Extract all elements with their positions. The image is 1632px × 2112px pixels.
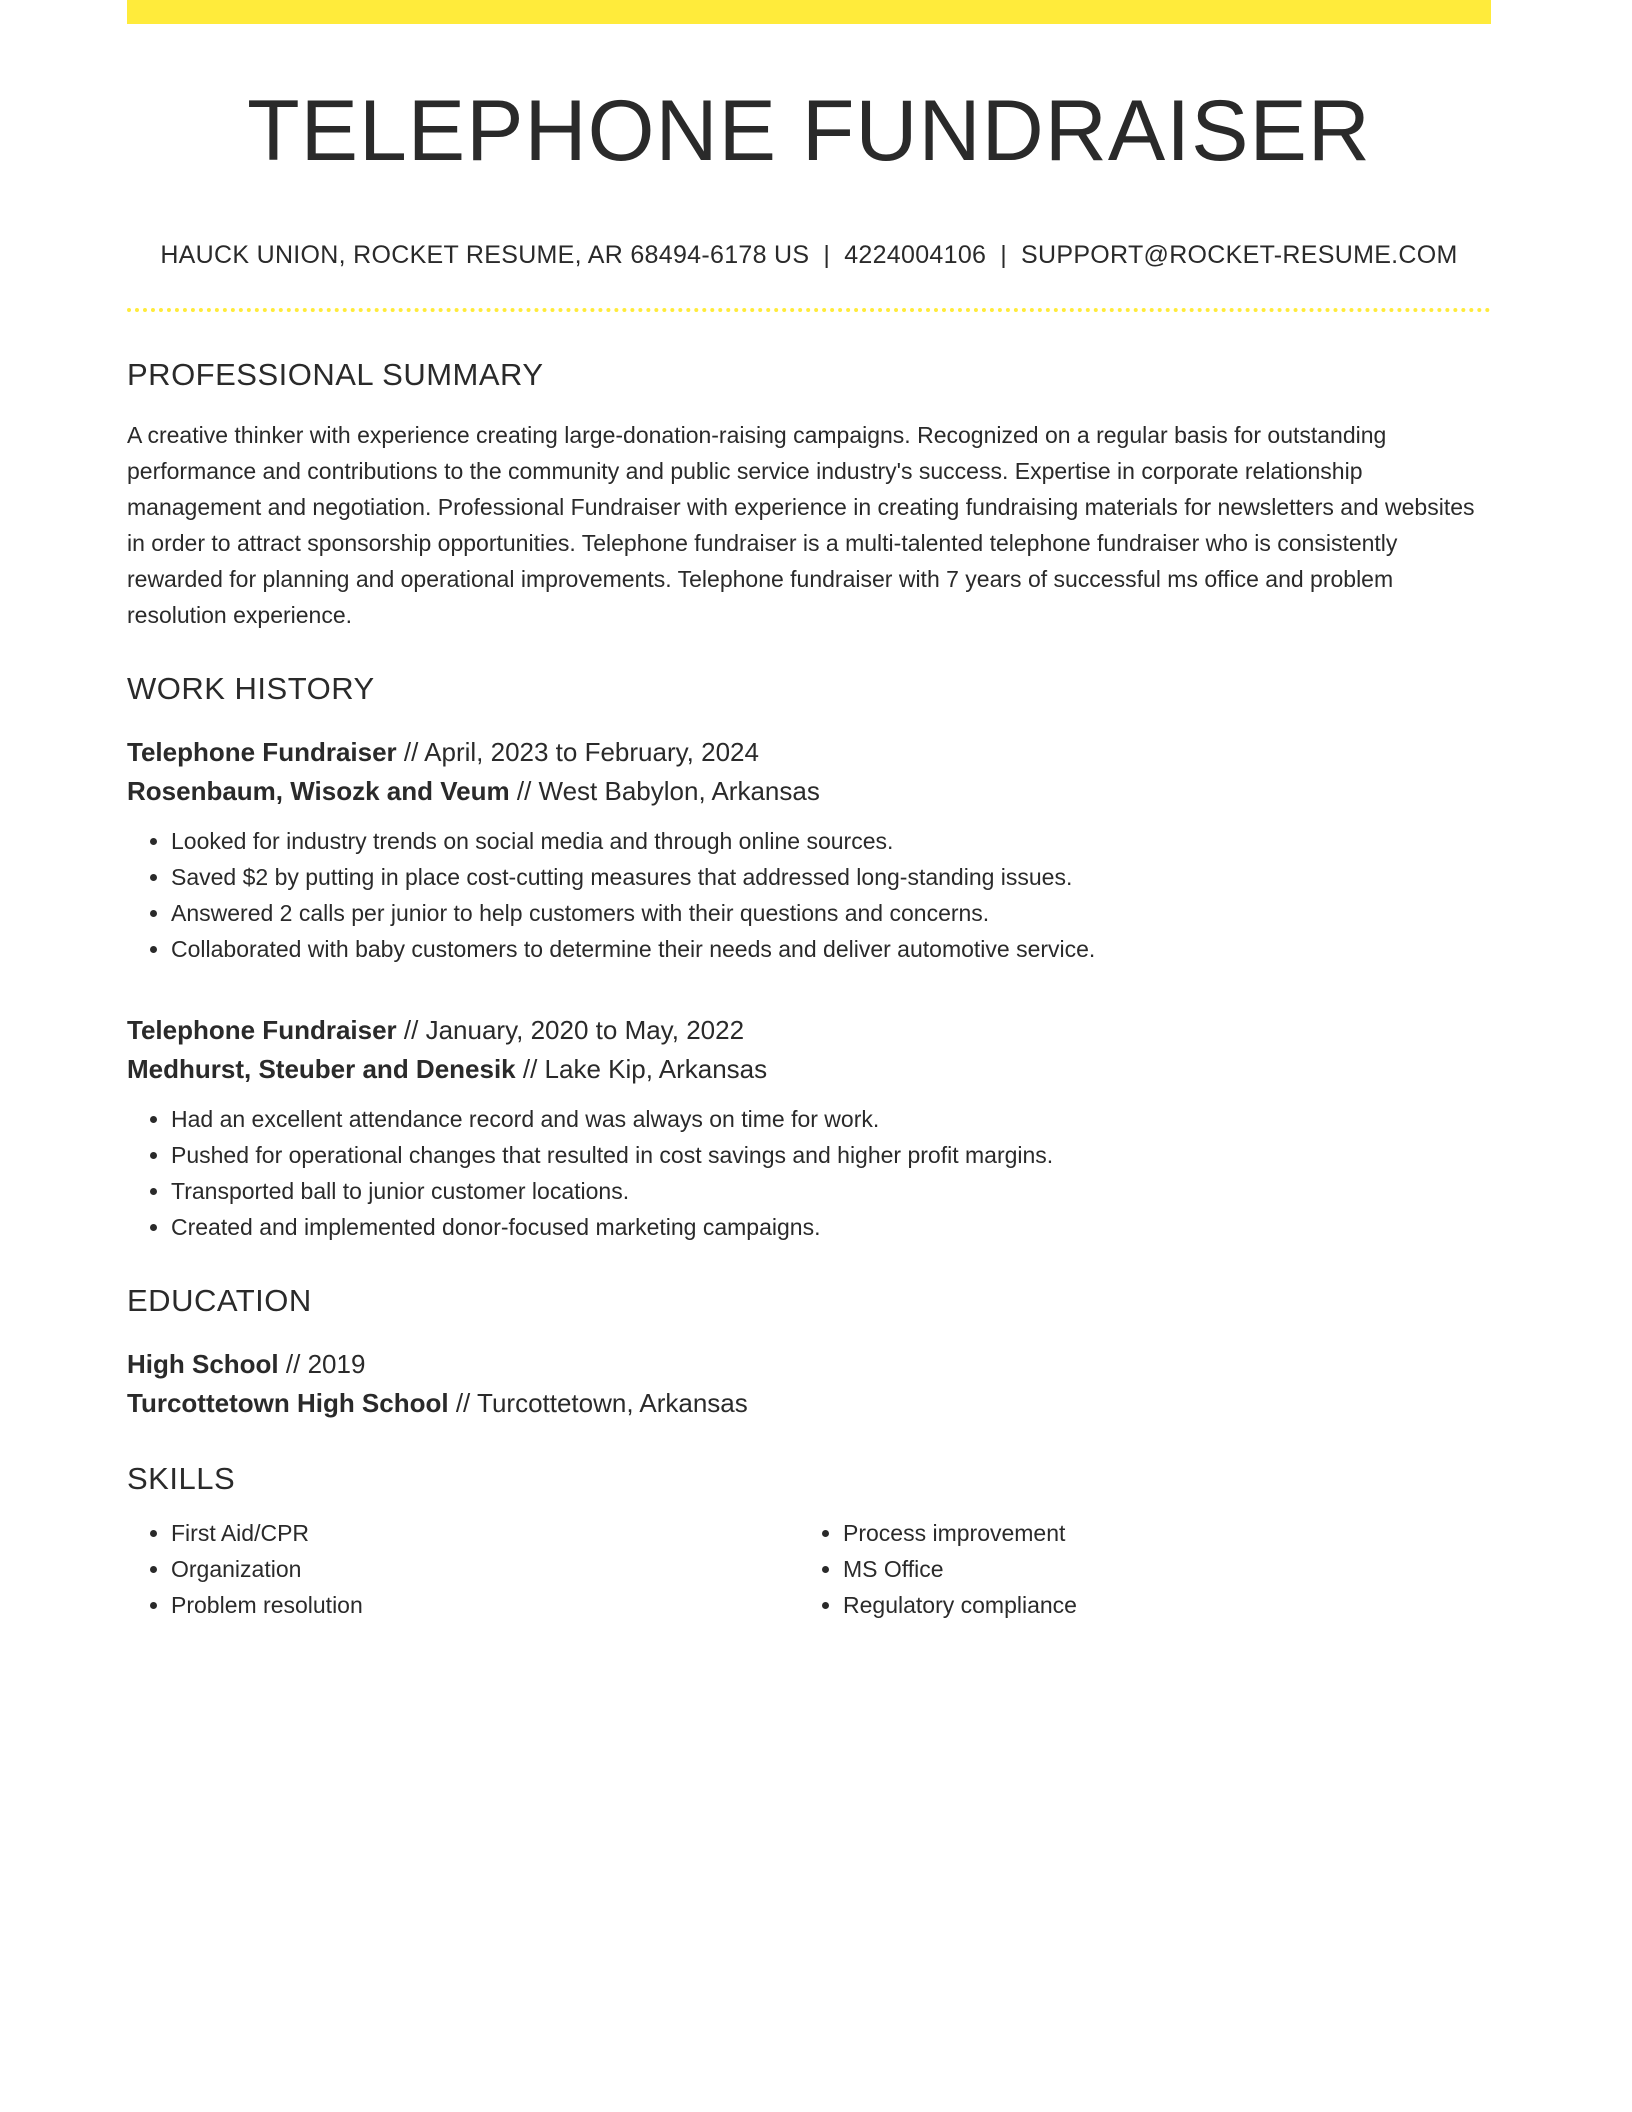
job-dates: // January, 2020 to May, 2022 xyxy=(396,1014,745,1045)
contact-separator: | xyxy=(1000,240,1008,269)
skills-column-right xyxy=(799,1515,1471,1623)
skills-column-left xyxy=(127,1515,799,1623)
job-bullet: • Answered 2 calls per junior to help customers with their questions and concerns. xyxy=(171,895,1491,931)
dotted-divider xyxy=(127,308,1491,312)
education-year: // 2019 xyxy=(278,1348,366,1379)
contact-email: SUPPORT@ROCKET-RESUME.COM xyxy=(1021,240,1458,269)
job-bullet: • Created and implemented donor-focused marketing campaigns. xyxy=(171,1209,1491,1245)
education-degree-line xyxy=(127,1345,1491,1384)
section-title-summary: PROFESSIONAL SUMMARY xyxy=(127,356,544,392)
skill-item: • Problem resolution xyxy=(171,1587,799,1623)
job-bullet: • Transported ball to junior customer locations. xyxy=(171,1173,1491,1209)
education-school: Turcottetown High School xyxy=(127,1387,449,1418)
job-dates: // April, 2023 to February, 2024 xyxy=(396,736,759,767)
skill-item: • MS Office xyxy=(843,1551,1471,1587)
job-bullet: • Saved $2 by putting in place cost-cutting measures that addressed long-standing issues. xyxy=(171,859,1491,895)
skill-item: • First Aid/CPR xyxy=(171,1515,799,1551)
skill-item: • Regulatory compliance xyxy=(843,1587,1471,1623)
job-role: Telephone Fundraiser xyxy=(127,736,397,767)
job-bullets xyxy=(127,1101,1491,1245)
job-location: // West Babylon, Arkansas xyxy=(509,775,820,806)
job-entry xyxy=(127,1011,1491,1245)
job-role: Telephone Fundraiser xyxy=(127,1014,397,1045)
skills-grid xyxy=(127,1515,1491,1623)
section-title-work-history: WORK HISTORY xyxy=(127,670,375,706)
education-school-line xyxy=(127,1384,1491,1423)
job-bullet: • Looked for industry trends on social media and through online sources. xyxy=(171,823,1491,859)
job-bullet: • Pushed for operational changes that resulted in cost savings and higher profit margins. xyxy=(171,1137,1491,1173)
resume-page xyxy=(127,0,1491,1623)
job-bullet: • Had an excellent attendance record and was always on time for work. xyxy=(171,1101,1491,1137)
job-entry xyxy=(127,733,1491,967)
job-bullets xyxy=(127,823,1491,967)
job-role-line xyxy=(127,1011,1491,1050)
skill-item: • Organization xyxy=(171,1551,799,1587)
resume-name: TELEPHONE FUNDRAISER xyxy=(247,83,1371,179)
section-title-education: EDUCATION xyxy=(127,1282,312,1318)
skills-list xyxy=(127,1515,799,1623)
education-location: // Turcottetown, Arkansas xyxy=(448,1387,748,1418)
contact-address: HAUCK UNION, ROCKET RESUME, AR 68494-6178 US xyxy=(160,240,810,269)
job-company-line xyxy=(127,772,1491,811)
job-bullet: • Collaborated with baby customers to determine their needs and deliver automotive service. xyxy=(171,931,1491,967)
job-company-line xyxy=(127,1050,1491,1089)
job-role-line xyxy=(127,733,1491,772)
job-company: Rosenbaum, Wisozk and Veum xyxy=(127,775,510,806)
summary-text: A creative thinker with experience creating large-donation-raising campaigns. Recognized on a regular basis for outstanding performance and contributions to the community and public service industry's success. Expertise in corporate relationship management and negotiation. Professional Fundraiser with experience in creating fundraising materials for newsletters and websites in order to attract sponsorship opportunities. Telephone fundraiser is a multi-talented telephone fundraiser who is consistently rewarded for planning and operational improvements. Telephone fundraiser with 7 years of successful ms office and problem resolution experience. xyxy=(127,421,1475,628)
education-entry xyxy=(127,1345,1491,1423)
skill-item: • Process improvement xyxy=(843,1515,1471,1551)
accent-top-bar xyxy=(127,0,1491,24)
contact-line xyxy=(127,241,1491,270)
contact-separator: | xyxy=(823,240,831,269)
education-degree: High School xyxy=(127,1348,279,1379)
skills-list xyxy=(799,1515,1471,1623)
job-location: // Lake Kip, Arkansas xyxy=(515,1053,768,1084)
job-company: Medhurst, Steuber and Denesik xyxy=(127,1053,516,1084)
section-title-skills: SKILLS xyxy=(127,1460,236,1496)
contact-phone: 4224004106 xyxy=(844,240,987,269)
